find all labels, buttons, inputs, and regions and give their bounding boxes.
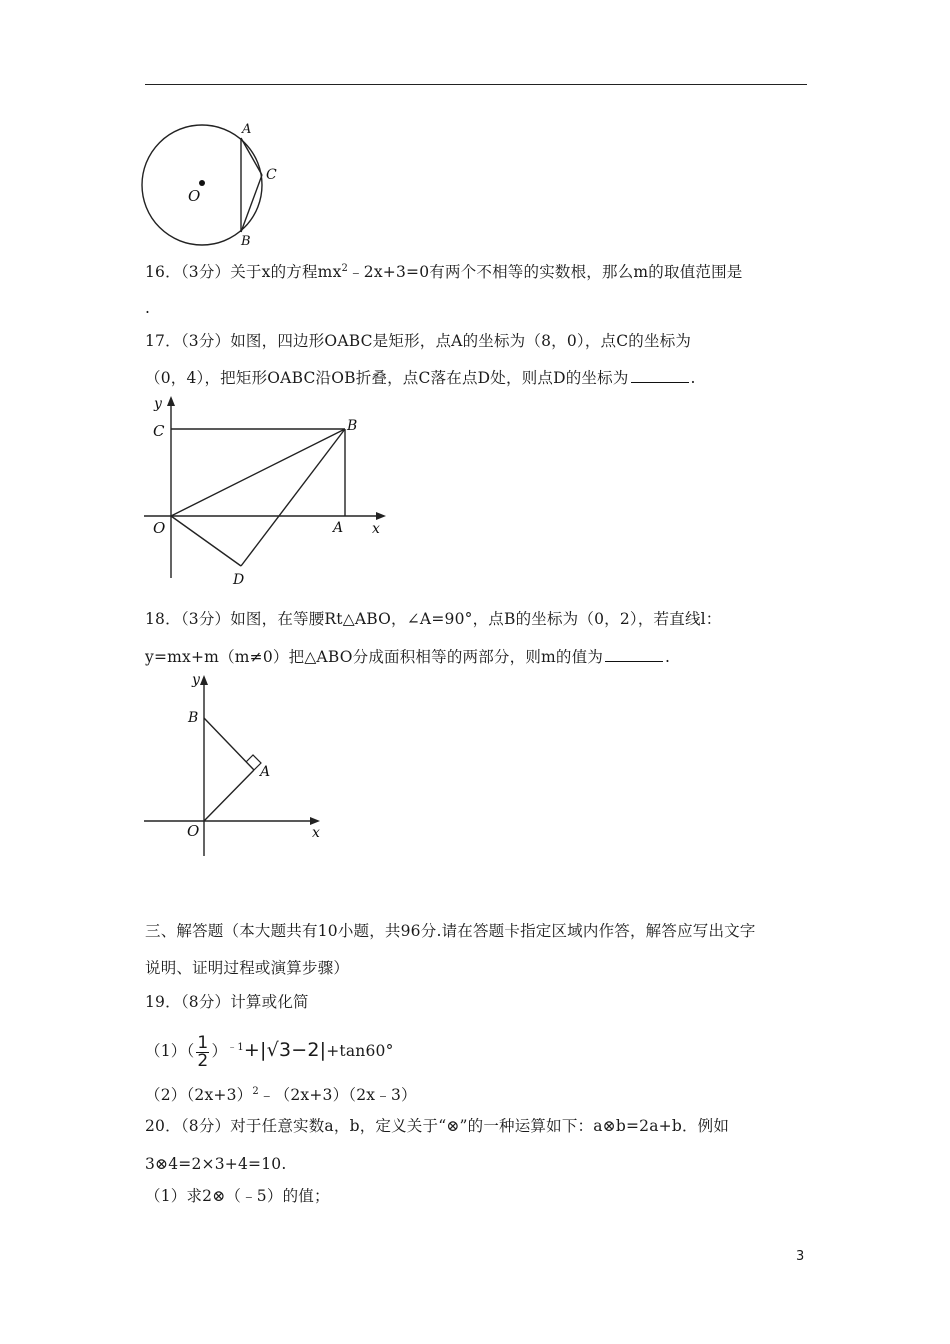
label-A: A [260,764,271,780]
question-16: 16．（3分）关于x的方程$mx^2﹣2x+3=0$有两个不相等的实数根，那么m的取值范围是 [145,263,743,282]
question-20-line1: 20．（8分）对于任意实数a，b，定义关于“⊗”的一种运算如下：a⊗b=2a+b．例如 [145,1117,730,1135]
question-18-line2: y=mx+m（m≠0）把△ABO分成面积相等的两部分，则m的值为 . [145,648,671,666]
label-y: y [192,672,200,688]
question-17-line2: （0，4），把矩形OABC沿OB折叠，点C落在点D处，则点D的坐标为 . [145,369,696,387]
question-16-end: . [145,299,151,317]
label-B: B [347,418,358,434]
answer-blank-17[interactable] [631,368,689,383]
question-18-line1: 18．（3分）如图，在等腰Rt△ABO，∠A=90°，点B的坐标为（0，2），若直线l： [145,610,722,628]
label-x: x [312,825,320,841]
answer-blank-18[interactable] [605,647,663,662]
fraction-half: $\frac{1}{2}$ [197,1032,209,1071]
label-D: D [233,572,245,588]
label-C: C [266,167,277,183]
question-20-line2: 3⊗4=2×3+4=10. [145,1155,287,1173]
rectangle-figure [140,392,400,588]
section-3-heading-cont: 说明、证明过程或演算步骤） [145,959,350,977]
label-x: x [372,521,380,537]
question-19-part1: （1）（ $\frac{1}{2}$ ）$^{﹣1}$+|√3−2|+tan60° [145,1032,394,1071]
question-20-part1: （1）求2⊗（﹣5）的值； [145,1187,330,1205]
label-B: B [241,234,251,249]
label-O: O [153,519,166,537]
question-17-line1: 17．（3分）如图，四边形OABC是矩形，点A的坐标为（8，0），点C的坐标为 [145,332,692,350]
label-O: O [188,187,201,205]
label-O: O [187,822,200,840]
header-rule [145,84,807,85]
page-number: 3 [796,1249,805,1264]
question-19-part2: $(2)(2x+3)^2﹣(2x+3)(2x﹣3)$ [145,1086,417,1105]
label-y: y [154,396,162,412]
circle-figure [140,118,290,250]
triangle-figure [140,670,340,860]
center-point [199,180,205,186]
question-19-title: 19．（8分）计算或化简 [145,993,309,1011]
label-B: B [188,710,199,726]
label-C: C [153,422,165,440]
label-A: A [242,122,252,137]
absolute-value-sqrt: +|√3−2| [243,1039,327,1062]
section-3-heading: 三、解答题（本大题共有10小题，共96分.请在答题卡指定区域内作答，解答应写出文字 [145,922,756,940]
label-A: A [333,520,344,536]
